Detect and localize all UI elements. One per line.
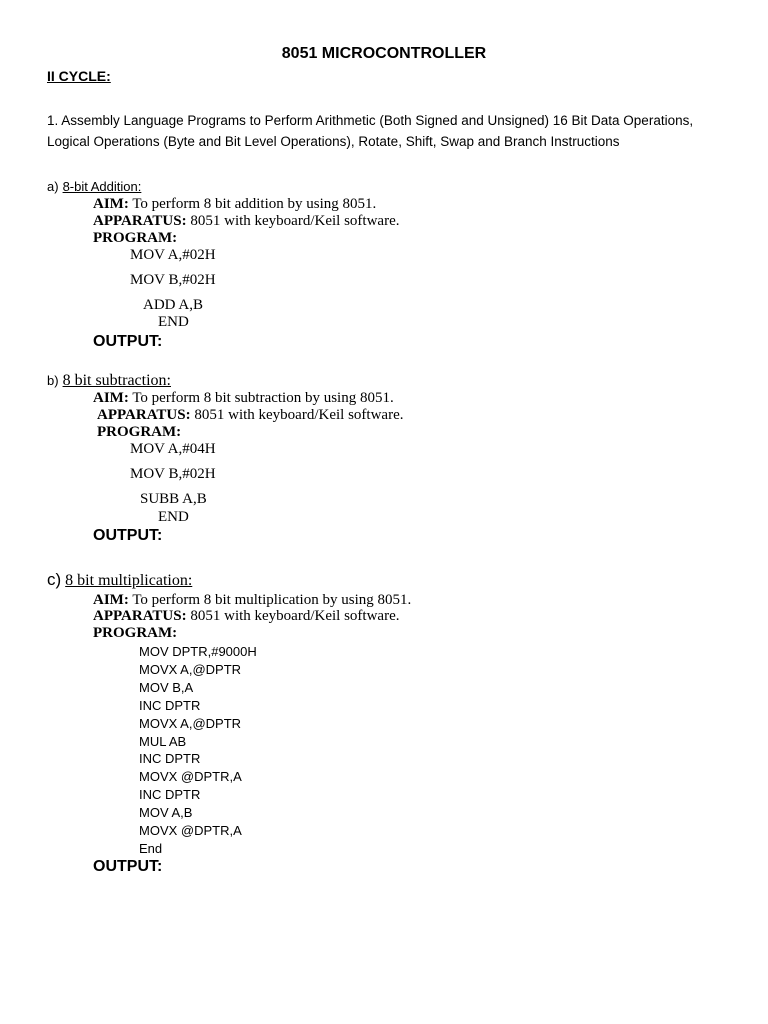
section-a-prefix: a) <box>47 179 59 194</box>
aim-text: To perform 8 bit addition by using 8051. <box>132 196 377 212</box>
section-c-aim <box>93 592 411 609</box>
page-title: 8051 MICROCONTROLLER <box>281 45 487 62</box>
apparatus-text: 8051 with keyboard/Keil software. <box>190 608 400 624</box>
section-a-aim <box>93 196 376 213</box>
apparatus-label: APPARATUS: <box>97 407 191 423</box>
section-b-output-label: OUTPUT: <box>93 527 163 544</box>
code-line: ADD A,B <box>143 297 204 313</box>
code-line: End <box>139 840 163 856</box>
code-line: INC DPTR <box>139 751 201 767</box>
apparatus-text: 8051 with keyboard/Keil software. <box>194 407 404 423</box>
intro-line-1: 1. Assembly Language Programs to Perform Arithmetic (Both Signed and Unsigned) 16 Bit Data Operations, <box>47 113 694 128</box>
intro-paragraph <box>47 110 693 152</box>
section-b-aim <box>93 390 394 407</box>
code-line: SUBB A,B <box>140 491 207 507</box>
section-c-program-label: PROGRAM: <box>93 625 178 641</box>
aim-label: AIM: <box>93 592 129 608</box>
apparatus-text: 8051 with keyboard/Keil software. <box>190 213 400 229</box>
section-a-title: 8-bit Addition: <box>62 179 142 194</box>
section-c-prefix: c) <box>47 570 62 589</box>
section-c-output-label: OUTPUT: <box>93 858 163 875</box>
section-b-prefix: b) <box>47 373 59 388</box>
section-a-heading <box>47 178 141 196</box>
code-line: MOVX @DPTR,A <box>139 769 242 785</box>
section-b-program-label: PROGRAM: <box>97 424 182 440</box>
code-line: MOV A,#04H <box>130 441 216 457</box>
section-c-heading <box>47 570 192 590</box>
section-c-apparatus <box>93 608 399 625</box>
section-b-title: 8 bit subtraction: <box>62 372 171 389</box>
code-line: MUL AB <box>139 733 187 749</box>
code-line: INC DPTR <box>139 697 201 713</box>
code-line: MOVX A,@DPTR <box>139 715 242 731</box>
cycle-heading: II CYCLE: <box>47 68 111 84</box>
code-line: END <box>158 314 189 330</box>
section-a-apparatus <box>93 213 399 230</box>
code-line: END <box>158 509 189 525</box>
section-a-output-label: OUTPUT: <box>93 333 163 350</box>
code-line: MOV B,#02H <box>130 466 216 482</box>
aim-label: AIM: <box>93 196 129 212</box>
section-b-heading <box>47 372 171 390</box>
apparatus-label: APPARATUS: <box>93 213 187 229</box>
code-line: MOV DPTR,#9000H <box>139 644 257 659</box>
aim-label: AIM: <box>93 390 129 406</box>
code-line: MOVX @DPTR,A <box>139 823 242 839</box>
code-line: MOVX A,@DPTR <box>139 661 242 677</box>
code-line: MOV A,#02H <box>130 247 216 263</box>
section-b-apparatus <box>97 407 403 424</box>
code-line: MOV A,B <box>139 805 193 821</box>
aim-text: To perform 8 bit multiplication by using 8051. <box>132 592 412 608</box>
apparatus-label: APPARATUS: <box>93 608 187 624</box>
code-line: MOV B,A <box>139 679 194 695</box>
section-a-program-label: PROGRAM: <box>93 230 178 246</box>
code-line: INC DPTR <box>139 787 201 803</box>
code-line: MOV B,#02H <box>130 272 216 288</box>
section-c-title: 8 bit multiplication: <box>65 572 193 589</box>
aim-text: To perform 8 bit subtraction by using 8051. <box>132 390 394 406</box>
intro-line-2: Logical Operations (Byte and Bit Level Operations), Rotate, Shift, Swap and Branch Instructions <box>47 134 620 149</box>
section-c-code-block <box>139 643 257 858</box>
